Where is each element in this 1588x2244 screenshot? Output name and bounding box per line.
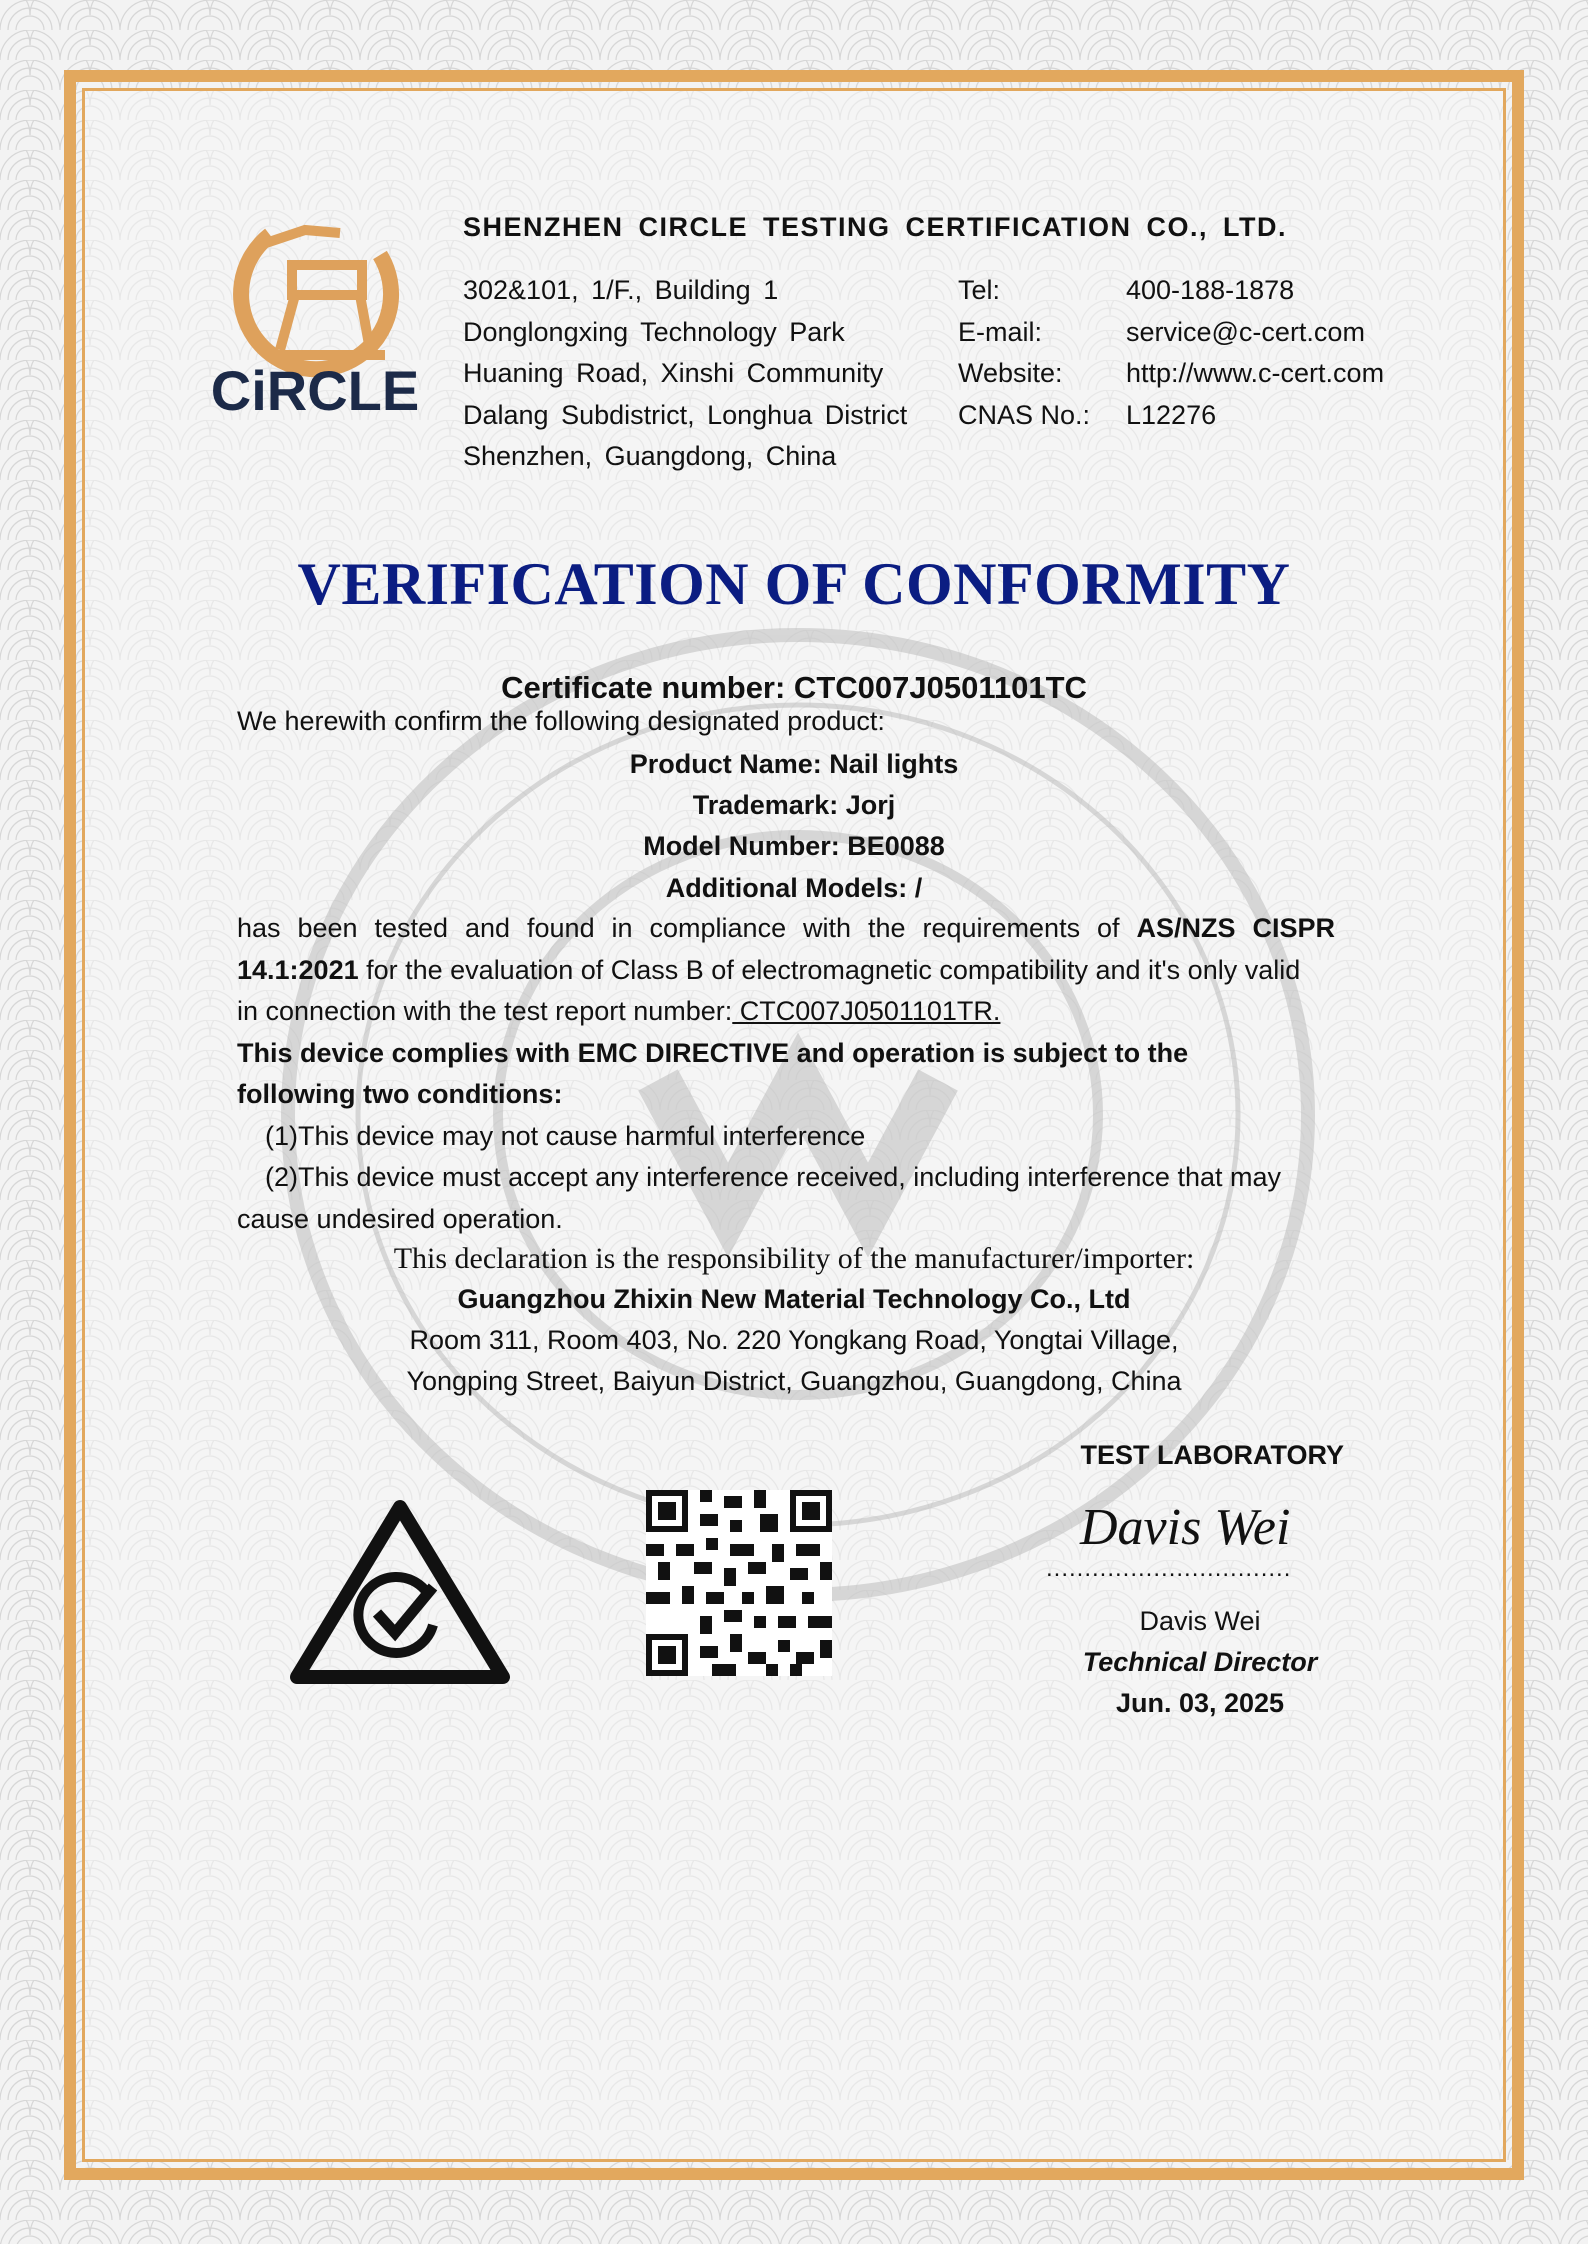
handwritten-signature: Davis Wei [1080,1499,1291,1556]
certificate-number: Certificate number: CTC007J0501101TC [501,670,1087,705]
address-line: Huaning Road, Xinshi Community [463,358,884,388]
trademark: Trademark: Jorj [692,790,896,820]
condition-1: (1)This device may not cause harmful interference [265,1120,866,1151]
compliance-line-3: in connection with the test report number: CTC007J0501101TR. [237,996,1001,1026]
address-line: Donglongxing Technology Park [463,316,845,347]
confirm-text: We herewith confirm the following designated product: [237,706,885,736]
address-line: 302&101, 1/F., Building 1 [463,275,779,305]
website-label: Website: [958,358,1063,388]
email-value: service@c-cert.com [1126,316,1365,347]
contact-values [1126,270,1384,436]
website-value: http://www.c-cert.com [1126,358,1385,388]
additional-models: Additional Models: / [665,873,923,903]
circle-logo-icon [200,205,430,420]
tel-label: Tel: [958,275,1001,305]
compliance-line-2: 14.1:2021 for the evaluation of Class B of electromagnetic compatibility and it's only valid [237,954,1301,985]
certificate-title: VERIFICATION OF CONFORMITY [297,551,1291,617]
email-label: E-mail: [958,316,1043,347]
qr-code-icon [646,1490,832,1676]
address-line: Shenzhen, Guangdong, China [463,441,837,471]
cnas-value: L12276 [1126,399,1217,430]
report-number: CTC007J0501101TR. [732,996,1001,1026]
manufacturer-name: Guangzhou Zhixin New Material Technology Co., Ltd [457,1284,1131,1314]
manufacturer-address-1: Room 311, Room 403, No. 220 Yongkang Road, Yongtai Village, [409,1325,1179,1355]
compliance-text [237,908,1335,1240]
issue-date: Jun. 03, 2025 [1115,1688,1285,1718]
issuer-address [463,270,907,478]
emc-line-2: following two conditions: [237,1079,563,1109]
signer-name: Davis Wei [1139,1606,1261,1636]
compliance-line-1: has been tested and found in compliance with the requirements of AS/NZS CISPR [237,913,1335,943]
tel-value: 400-188-1878 [1126,275,1295,305]
condition-2-continued: cause undesired operation. [237,1203,563,1234]
manufacturer-address-2: Yongping Street, Baiyun District, Guangzhou, Guangdong, China [406,1366,1182,1396]
model-number: Model Number: BE0088 [643,831,945,861]
address-line: Dalang Subdistrict, Longhua District [463,399,908,430]
logo-text: CiRCLE [210,359,420,420]
contact-labels [958,270,1090,436]
condition-2: (2)This device must accept any interference received, including interference that may [265,1162,1281,1192]
test-laboratory-label: TEST LABORATORY [1080,1440,1344,1470]
emc-line-1: This device complies with EMC DIRECTIVE and operation is subject to the [237,1037,1189,1068]
signature-line: ................................ [1046,1555,1292,1582]
declaration-text: This declaration is the responsibility of the manufacturer/importer: [393,1242,1195,1275]
rcm-mark-icon [285,1495,515,1690]
product-name: Product Name: Nail lights [629,749,959,779]
signer-role: Technical Director [1082,1647,1318,1677]
issuer-name: SHENZHEN CIRCLE TESTING CERTIFICATION CO., LTD. [463,212,1287,242]
cnas-label: CNAS No.: [958,399,1091,430]
